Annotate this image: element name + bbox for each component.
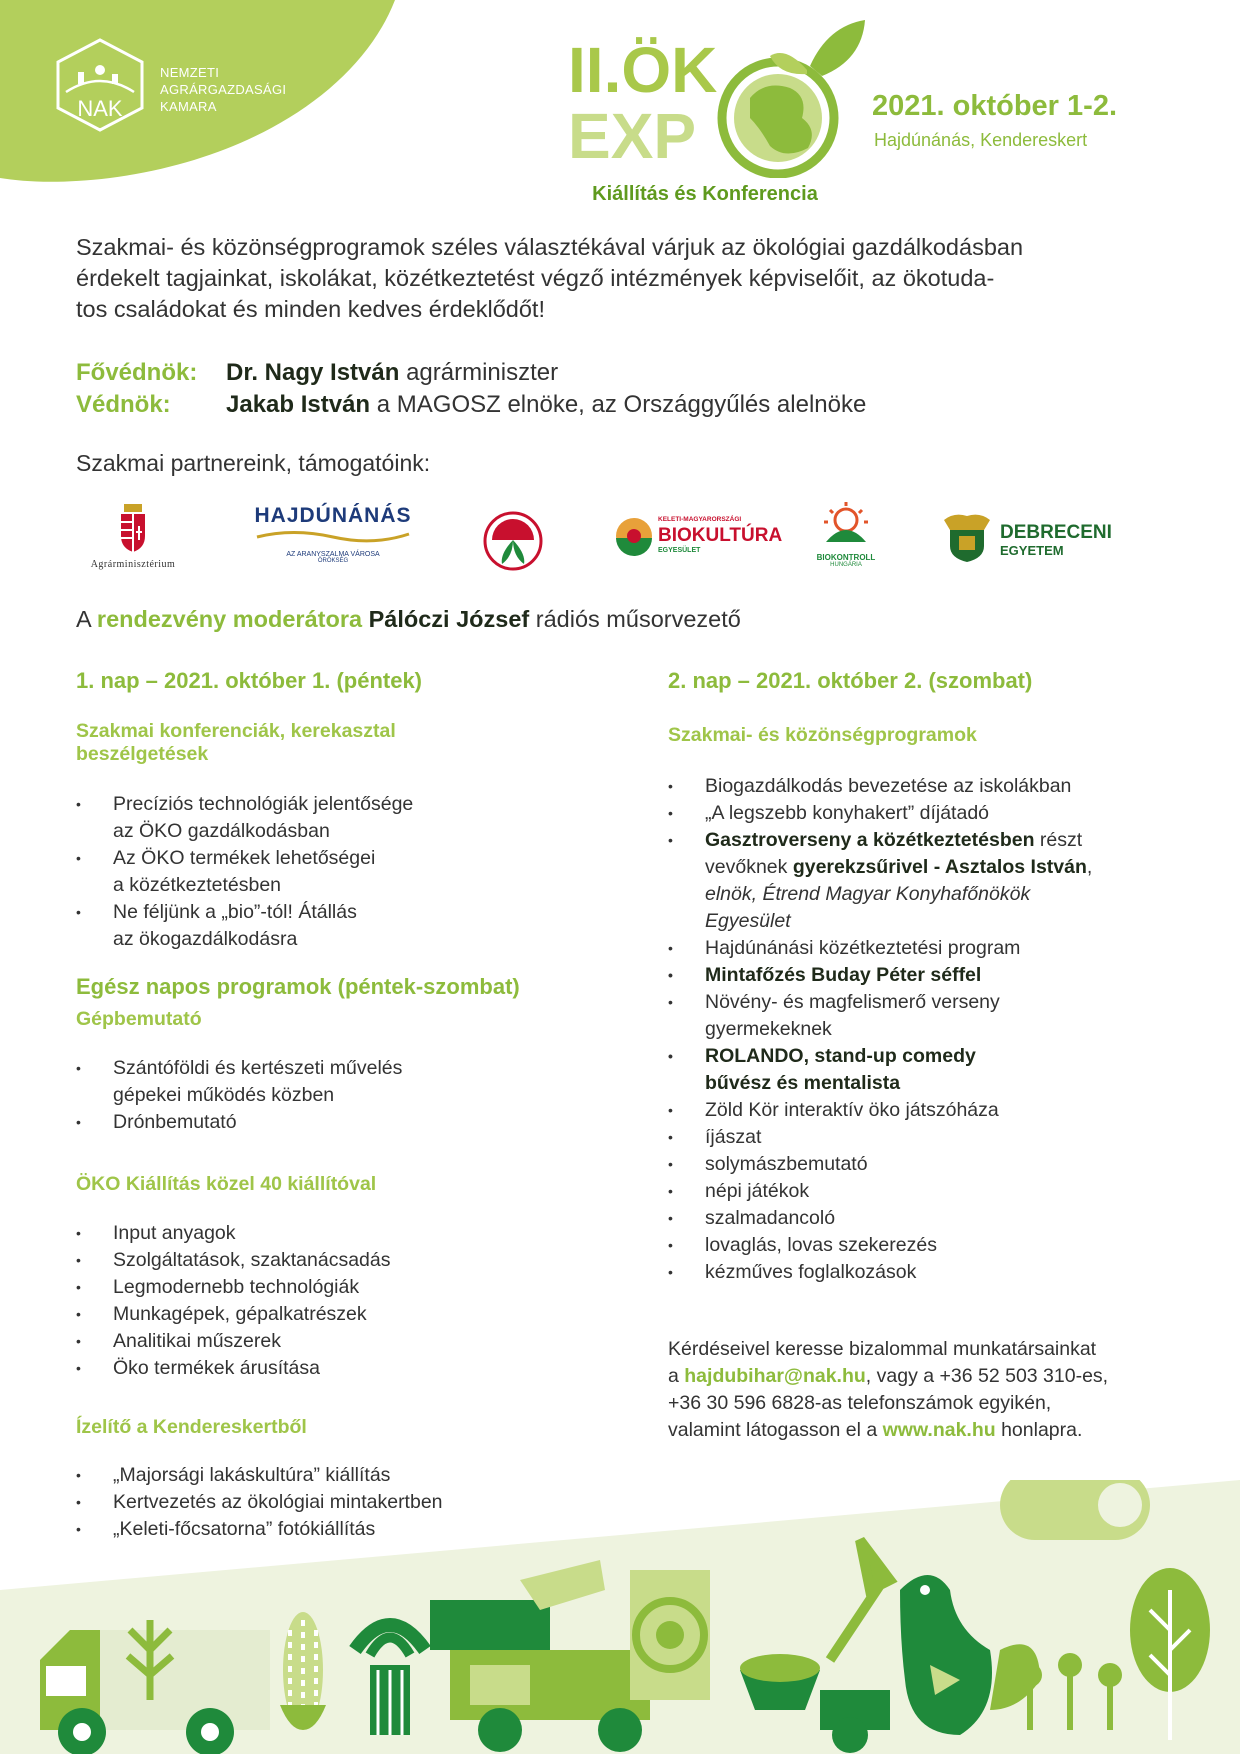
intro-line: Szakmai- és közönségprogramok széles választékával várjuk az ökológiai gazdálkodásban — [76, 234, 1024, 260]
list-item: • Növény- és magfelismerő verseny gyermekeknek — [668, 989, 1188, 1043]
list-item: • Az ÖKO termékek lehetőségei a közétkeztetésben — [76, 845, 596, 899]
patron-name: Jakab István — [226, 391, 371, 418]
biok-name: BIOKONTROLL — [816, 553, 876, 562]
list-item: • „Majorsági lakáskultúra” kiállítás — [76, 1462, 596, 1489]
event-place: Hajdúnánás, Kendereskert — [874, 130, 1088, 150]
day2-section1-title: Szakmai- és közönségprogramok — [668, 724, 977, 746]
moderator-label: rendezvény moderátora — [96, 606, 363, 632]
list-item: • Legmodernebb technológiák — [76, 1274, 596, 1301]
main-patron-role: agrárminiszter — [399, 359, 559, 386]
main-patron-label: Fővédnök: — [76, 359, 198, 386]
event-subtitle: Kiállítás és Konferencia — [592, 183, 818, 205]
list-item: • Szántóföldi és kertészeti művelés gépekei működés közben — [76, 1055, 596, 1109]
agrar-caption: Agrárminisztérium — [90, 559, 176, 570]
event-title-2: EXP — [568, 100, 697, 172]
patron-label: Védnök: — [76, 391, 171, 418]
keleti-main: BIOKULTÚRA — [658, 525, 783, 546]
day1-section2-title: Egész napos programok (péntek-szombat) — [76, 974, 520, 999]
patrons — [76, 357, 866, 421]
list-item: • Gasztroverseny a közétkeztetésben részt vevőknek gyerekzsűrivel - Asztalos István, elnök, Étrend Magyar Konyhafőnökök Egyesület — [668, 827, 1188, 935]
coat-of-arms-icon — [118, 502, 148, 554]
list-item: • Input anyagok — [76, 1220, 596, 1247]
day1-section3-list — [76, 1220, 596, 1382]
hajdunanas-logo — [248, 504, 418, 564]
wave-icon — [253, 528, 413, 546]
biok-sub: HUNGÁRIA — [830, 562, 862, 568]
keleti-icon — [614, 516, 654, 556]
email-link[interactable]: hajdubihar@nak.hu — [684, 1365, 866, 1387]
keleti-sub: EGYESÜLET — [658, 547, 701, 554]
main-patron-name: Dr. Nagy István — [226, 359, 400, 386]
list-item: • Hajdúnánási közétkeztetési program — [668, 935, 1188, 962]
day1-title: 1. nap – 2021. október 1. (péntek) — [76, 668, 423, 693]
agrarminiszterium-logo — [78, 502, 188, 570]
biokontroll-logo — [806, 498, 886, 568]
day2-title: 2. nap – 2021. október 2. (szombat) — [668, 668, 1033, 693]
intro-line: tos családokat és minden kedves érdeklődőt! — [76, 296, 545, 322]
list-item: • szalmadancoló — [668, 1205, 1188, 1232]
hajdu-sub2: ÖRÖKSÉG — [317, 558, 349, 564]
hajdu-name: HAJDÚNÁNÁS — [254, 504, 412, 527]
contact-info: Kérdéseivel keresse bizalommal munkatársainkat a hajdubihar@nak.hu, vagy a +36 52 503 310-es, +36 30 596 6828-as telefonszámok egyikén, valamint látogasson el a www.nak.hu honlapra. — [668, 1338, 1109, 1441]
keleti-top: KELETI-MAGYARORSZÁGI — [658, 516, 742, 523]
list-item: • ROLANDO, stand-up comedy bűvész és mentalista — [668, 1043, 1188, 1097]
list-item: • Kertvezetés az ökológiai mintakertben — [76, 1489, 596, 1516]
event-date: 2021. október 1-2. — [872, 90, 1117, 122]
day1-section4-title: Ízelítő a Kendereskertből — [76, 1416, 307, 1438]
event-title-1: II.ÖK — [568, 34, 718, 106]
moderator: A rendezvény moderátora Pálóczi József rádiós műsorvezető — [76, 606, 741, 632]
moderator-role: rádiós műsorvezető — [529, 606, 741, 632]
nak-short: NAK — [77, 96, 123, 121]
sun-leaf-icon — [816, 498, 876, 548]
day1-section1-title: Szakmai konferenciák, kerekasztal beszélgetések — [76, 720, 396, 765]
intro-paragraph — [76, 232, 1176, 325]
patron-role: a MAGOSZ elnöke, az Országgyűlés alelnöke — [370, 391, 867, 418]
list-item: • kézműves foglalkozások — [668, 1259, 1188, 1286]
list-item: • Analitikai műszerek — [76, 1328, 596, 1355]
university-crest-icon — [940, 510, 994, 564]
biokultura-logo — [482, 510, 544, 577]
moderator-name: Pálóczi József — [362, 606, 530, 632]
list-item: • Ne féljünk a „bio”-tól! Átállás az ökogazdálkodásra — [76, 899, 596, 953]
hay-bale-icon — [630, 1570, 710, 1700]
list-item: • „Keleti-főcsatorna” fotókiállítás — [76, 1516, 596, 1543]
patron — [76, 389, 866, 421]
list-item: • Drónbemutató — [76, 1109, 596, 1136]
day1-section2-sub: Gépbemutató — [76, 1008, 202, 1030]
list-item: • Szolgáltatások, szaktanácsadás — [76, 1247, 596, 1274]
deb-line1: DEBRECENI — [1000, 522, 1112, 543]
biokultura-icon — [482, 510, 544, 572]
day1-section2-list — [76, 1055, 596, 1136]
org-line: AGRÁRGAZDASÁGI — [160, 82, 287, 97]
website-link[interactable]: www.nak.hu — [882, 1419, 996, 1441]
list-item: • népi játékok — [668, 1178, 1188, 1205]
list-item: • Precíziós technológiák jelentősége az ÖKO gazdálkodásban — [76, 791, 596, 845]
list-item: • Öko termékek árusítása — [76, 1355, 596, 1382]
list-item: • lovaglás, lovas szekerezés — [668, 1232, 1188, 1259]
org-line: NEMZETI — [160, 65, 220, 80]
okoexpo-logo — [560, 18, 880, 178]
day2-list — [668, 773, 1188, 1286]
list-item: • íjászat — [668, 1124, 1188, 1151]
list-item: • solymászbemutató — [668, 1151, 1188, 1178]
org-line: KAMARA — [160, 99, 217, 114]
deb-line2: EGYETEM — [1000, 543, 1064, 558]
main-patron — [76, 357, 866, 389]
list-item: • Biogazdálkodás bevezetése az iskolákban — [668, 773, 1188, 800]
intro-line: érdekelt tagjainkat, iskolákat, közétkeztetést végző intézmények képviselőit, az ökotuda- — [76, 265, 995, 291]
list-item: • Mintafőzés Buday Péter séffel — [668, 962, 1188, 989]
farm-illustration — [0, 1480, 1240, 1754]
list-item: • Zöld Kör interaktív öko játszóháza — [668, 1097, 1188, 1124]
leaf-icon — [810, 20, 865, 76]
list-item: • Munkagépek, gépalkatrészek — [76, 1301, 596, 1328]
day1-section3-title: ÖKO Kiállítás közel 40 kiállítóval — [76, 1173, 377, 1195]
partners-title: Szakmai partnereink, támogatóink: — [76, 450, 431, 476]
day1-section1-list — [76, 791, 596, 953]
list-item: • „A legszebb konyhakert” díjátadó — [668, 800, 1188, 827]
hajdu-sub: AZ ARANYSZALMA VÁROSA — [286, 551, 380, 558]
org-name — [160, 64, 286, 115]
